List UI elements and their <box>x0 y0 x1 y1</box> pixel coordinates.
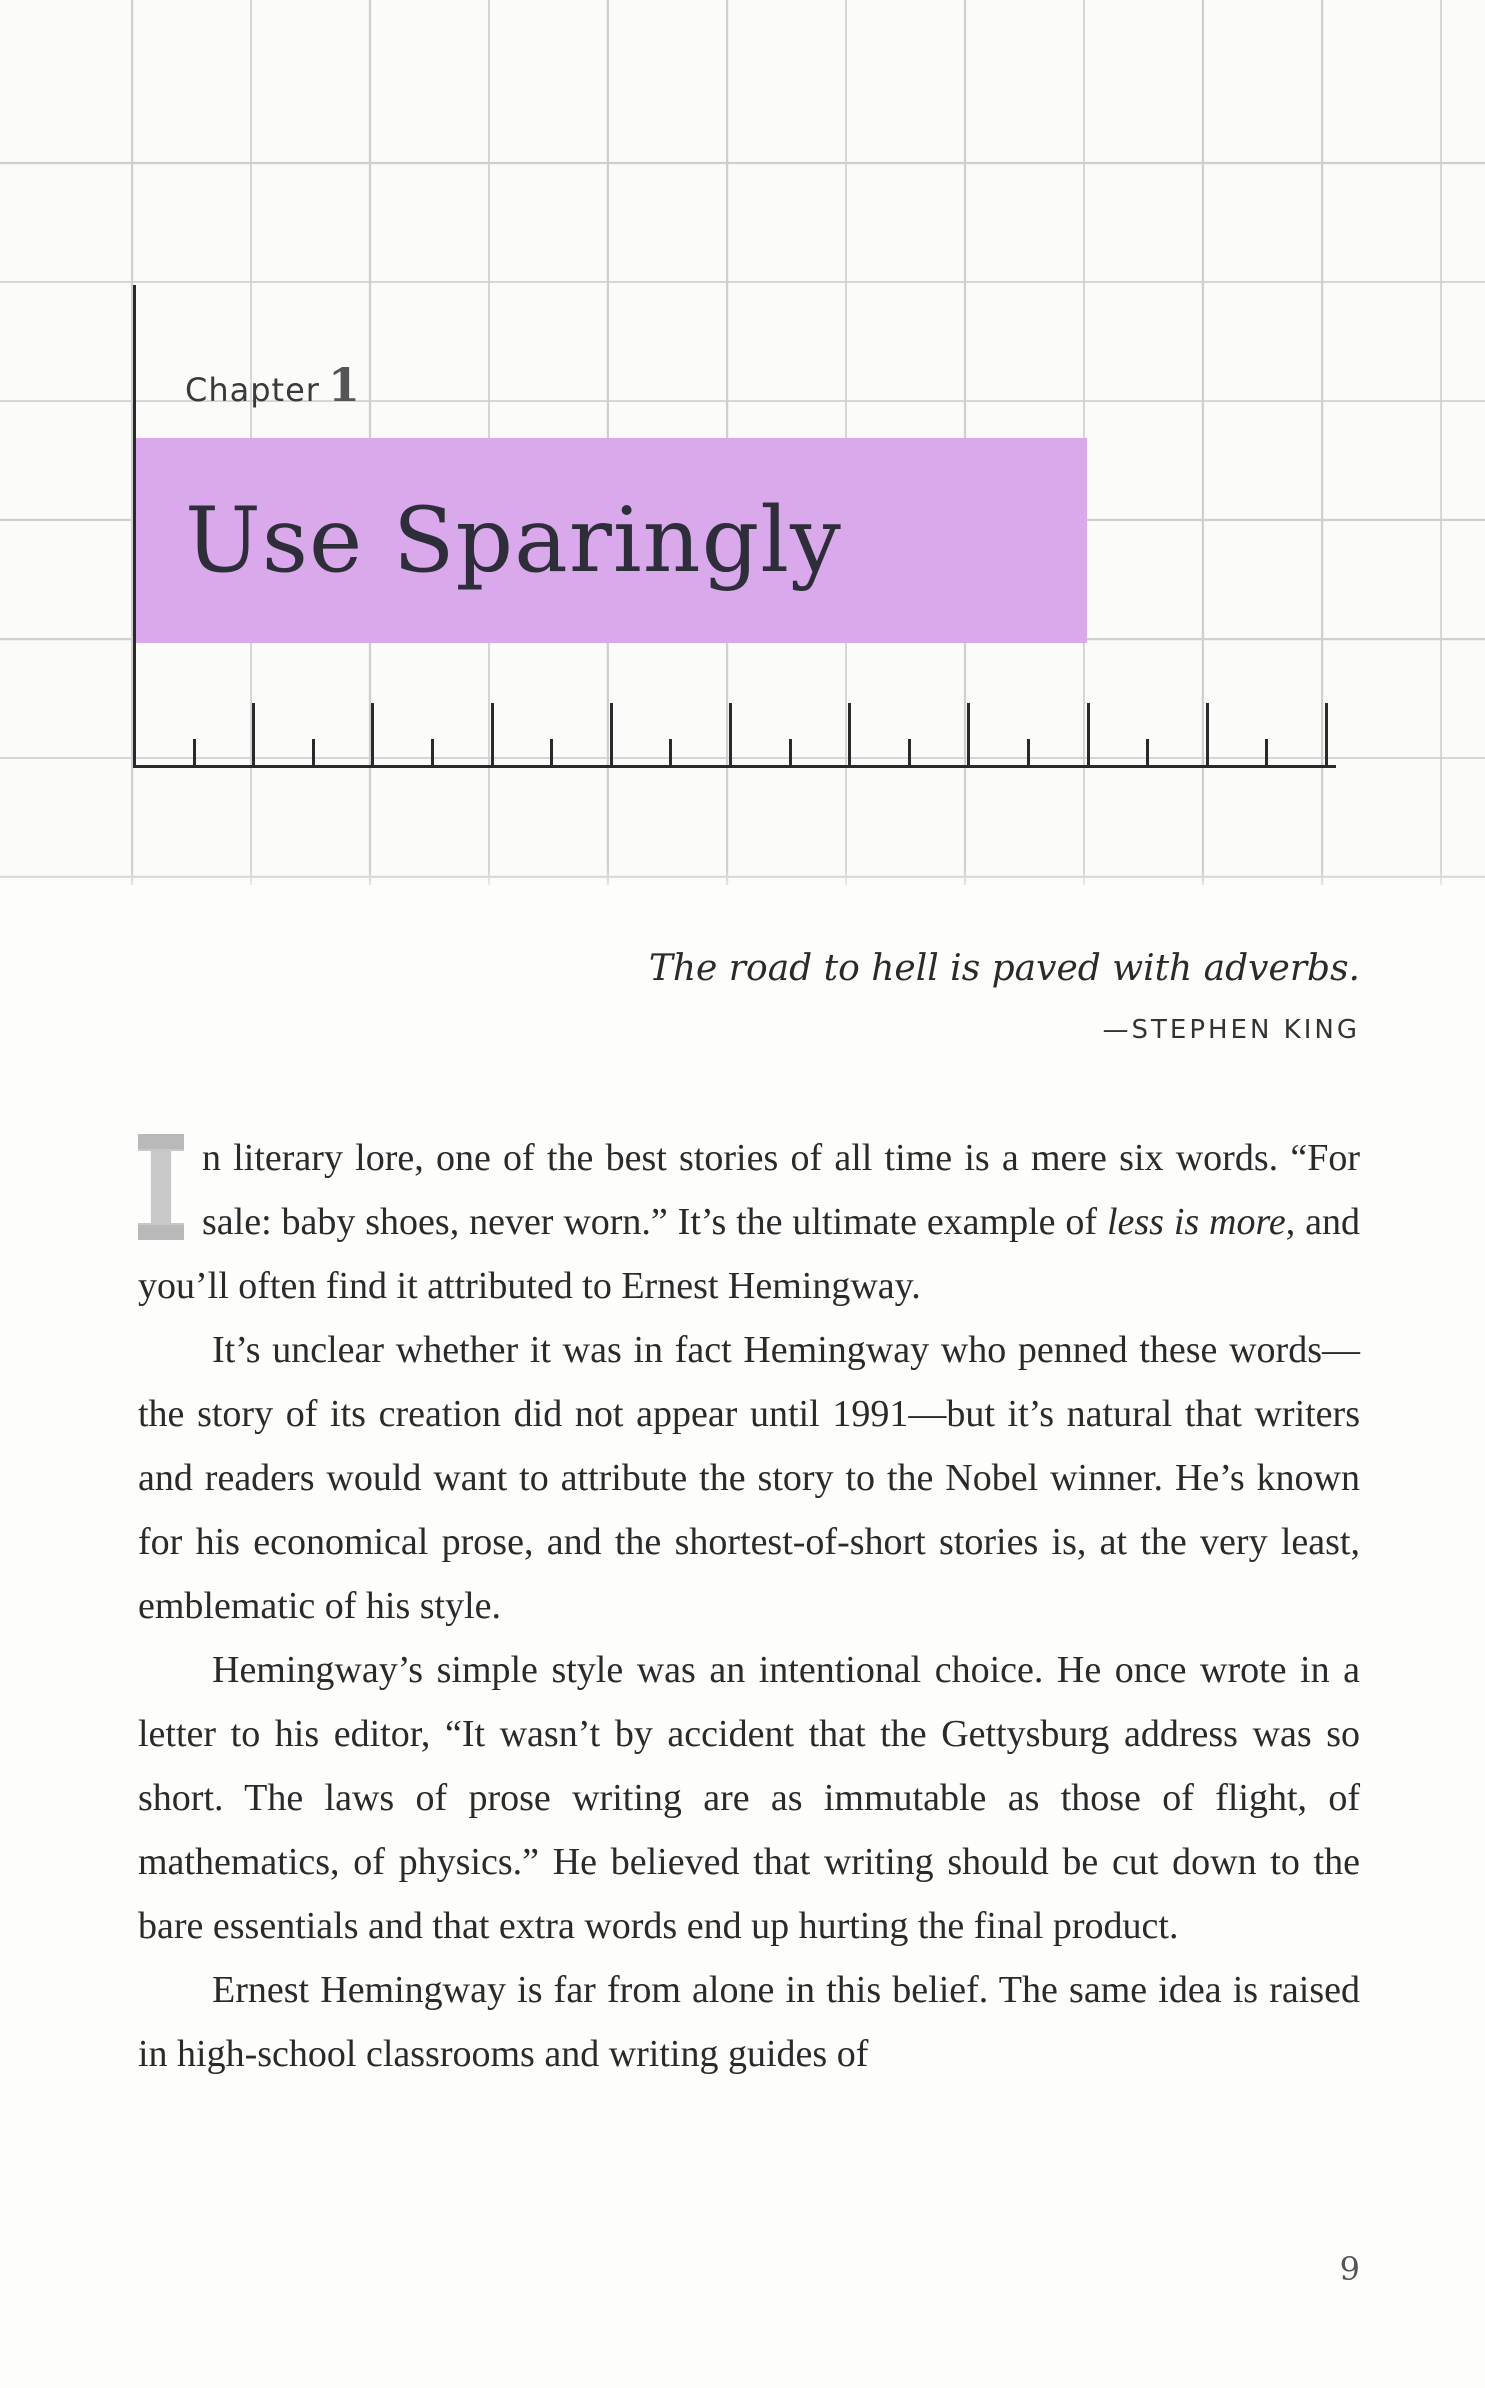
ruler-tick <box>431 739 434 765</box>
paragraph-1-end: , and you’ll often find it attributed to Ernest Hemingway. <box>138 1201 1360 1307</box>
ruler-tick <box>729 703 732 765</box>
ruler-ticks <box>133 695 1338 765</box>
ruler-tick <box>1325 703 1328 765</box>
paragraph-2: It’s unclear whether it was in fact Hemingway who penned these words—the story of its creation did not appear until 1991—but it’s natural that writers and readers would want to attribute the story to the Nobel winner. He’s known for his economical prose, and the shortest-of-short stories is, at the very least, emblematic of his style. <box>138 1329 1360 1627</box>
ruler-tick <box>193 739 196 765</box>
ruler-tick <box>550 739 553 765</box>
chapter-label <box>185 358 361 412</box>
ruler-tick <box>252 703 255 765</box>
ruler-tick <box>133 703 136 765</box>
ruler-tick <box>1146 739 1149 765</box>
ruler-tick <box>491 703 494 765</box>
ruler-tick <box>1206 703 1209 765</box>
paragraph-1-start: n literary lore, one of the best stories of all time is a mere six words. “For sale: baby shoes, never worn.” It’s the ultimate example of <box>202 1137 1360 1243</box>
ruler-tick <box>789 739 792 765</box>
ruler-tick <box>908 739 911 765</box>
paragraph-4: Ernest Hemingway is far from alone in this belief. The same idea is raised in high-school classrooms and writing guides of <box>138 1969 1360 2075</box>
epigraph-attribution: —STEPHEN KING <box>1102 1015 1360 1045</box>
ruler-tick <box>848 703 851 765</box>
chapter-title: Use Sparingly <box>185 488 842 593</box>
ruler-tick <box>312 739 315 765</box>
epigraph-quote: The road to hell is paved with adverbs. <box>648 948 1360 989</box>
chapter-word: Chapter <box>185 371 320 409</box>
ruler-tick <box>1087 703 1090 765</box>
page-number: 9 <box>1339 2250 1360 2288</box>
ruler-tick <box>610 703 613 765</box>
body-text <box>138 1126 1360 2086</box>
ruler-tick <box>1265 739 1268 765</box>
paragraph-1 <box>138 1126 1360 1318</box>
dropcap-letter <box>138 1134 184 1240</box>
ruler-tick <box>1027 739 1030 765</box>
chapter-number: 1 <box>327 358 361 412</box>
ruler-tick <box>967 703 970 765</box>
paragraph-1-italic: less is more <box>1106 1201 1286 1243</box>
ruler-tick <box>669 739 672 765</box>
ruler-tick <box>371 703 374 765</box>
paragraph-3: Hemingway’s simple style was an intentional choice. He once wrote in a letter to his editor, “It wasn’t by accident that the Gettysburg address was so short. The laws of prose writing are as immutable as those of flight, of mathematics, of physics.” He believed that writing should be cut down to the bare essentials and that extra words end up hurting the final product. <box>138 1649 1360 1947</box>
grid-fade <box>0 870 1485 900</box>
